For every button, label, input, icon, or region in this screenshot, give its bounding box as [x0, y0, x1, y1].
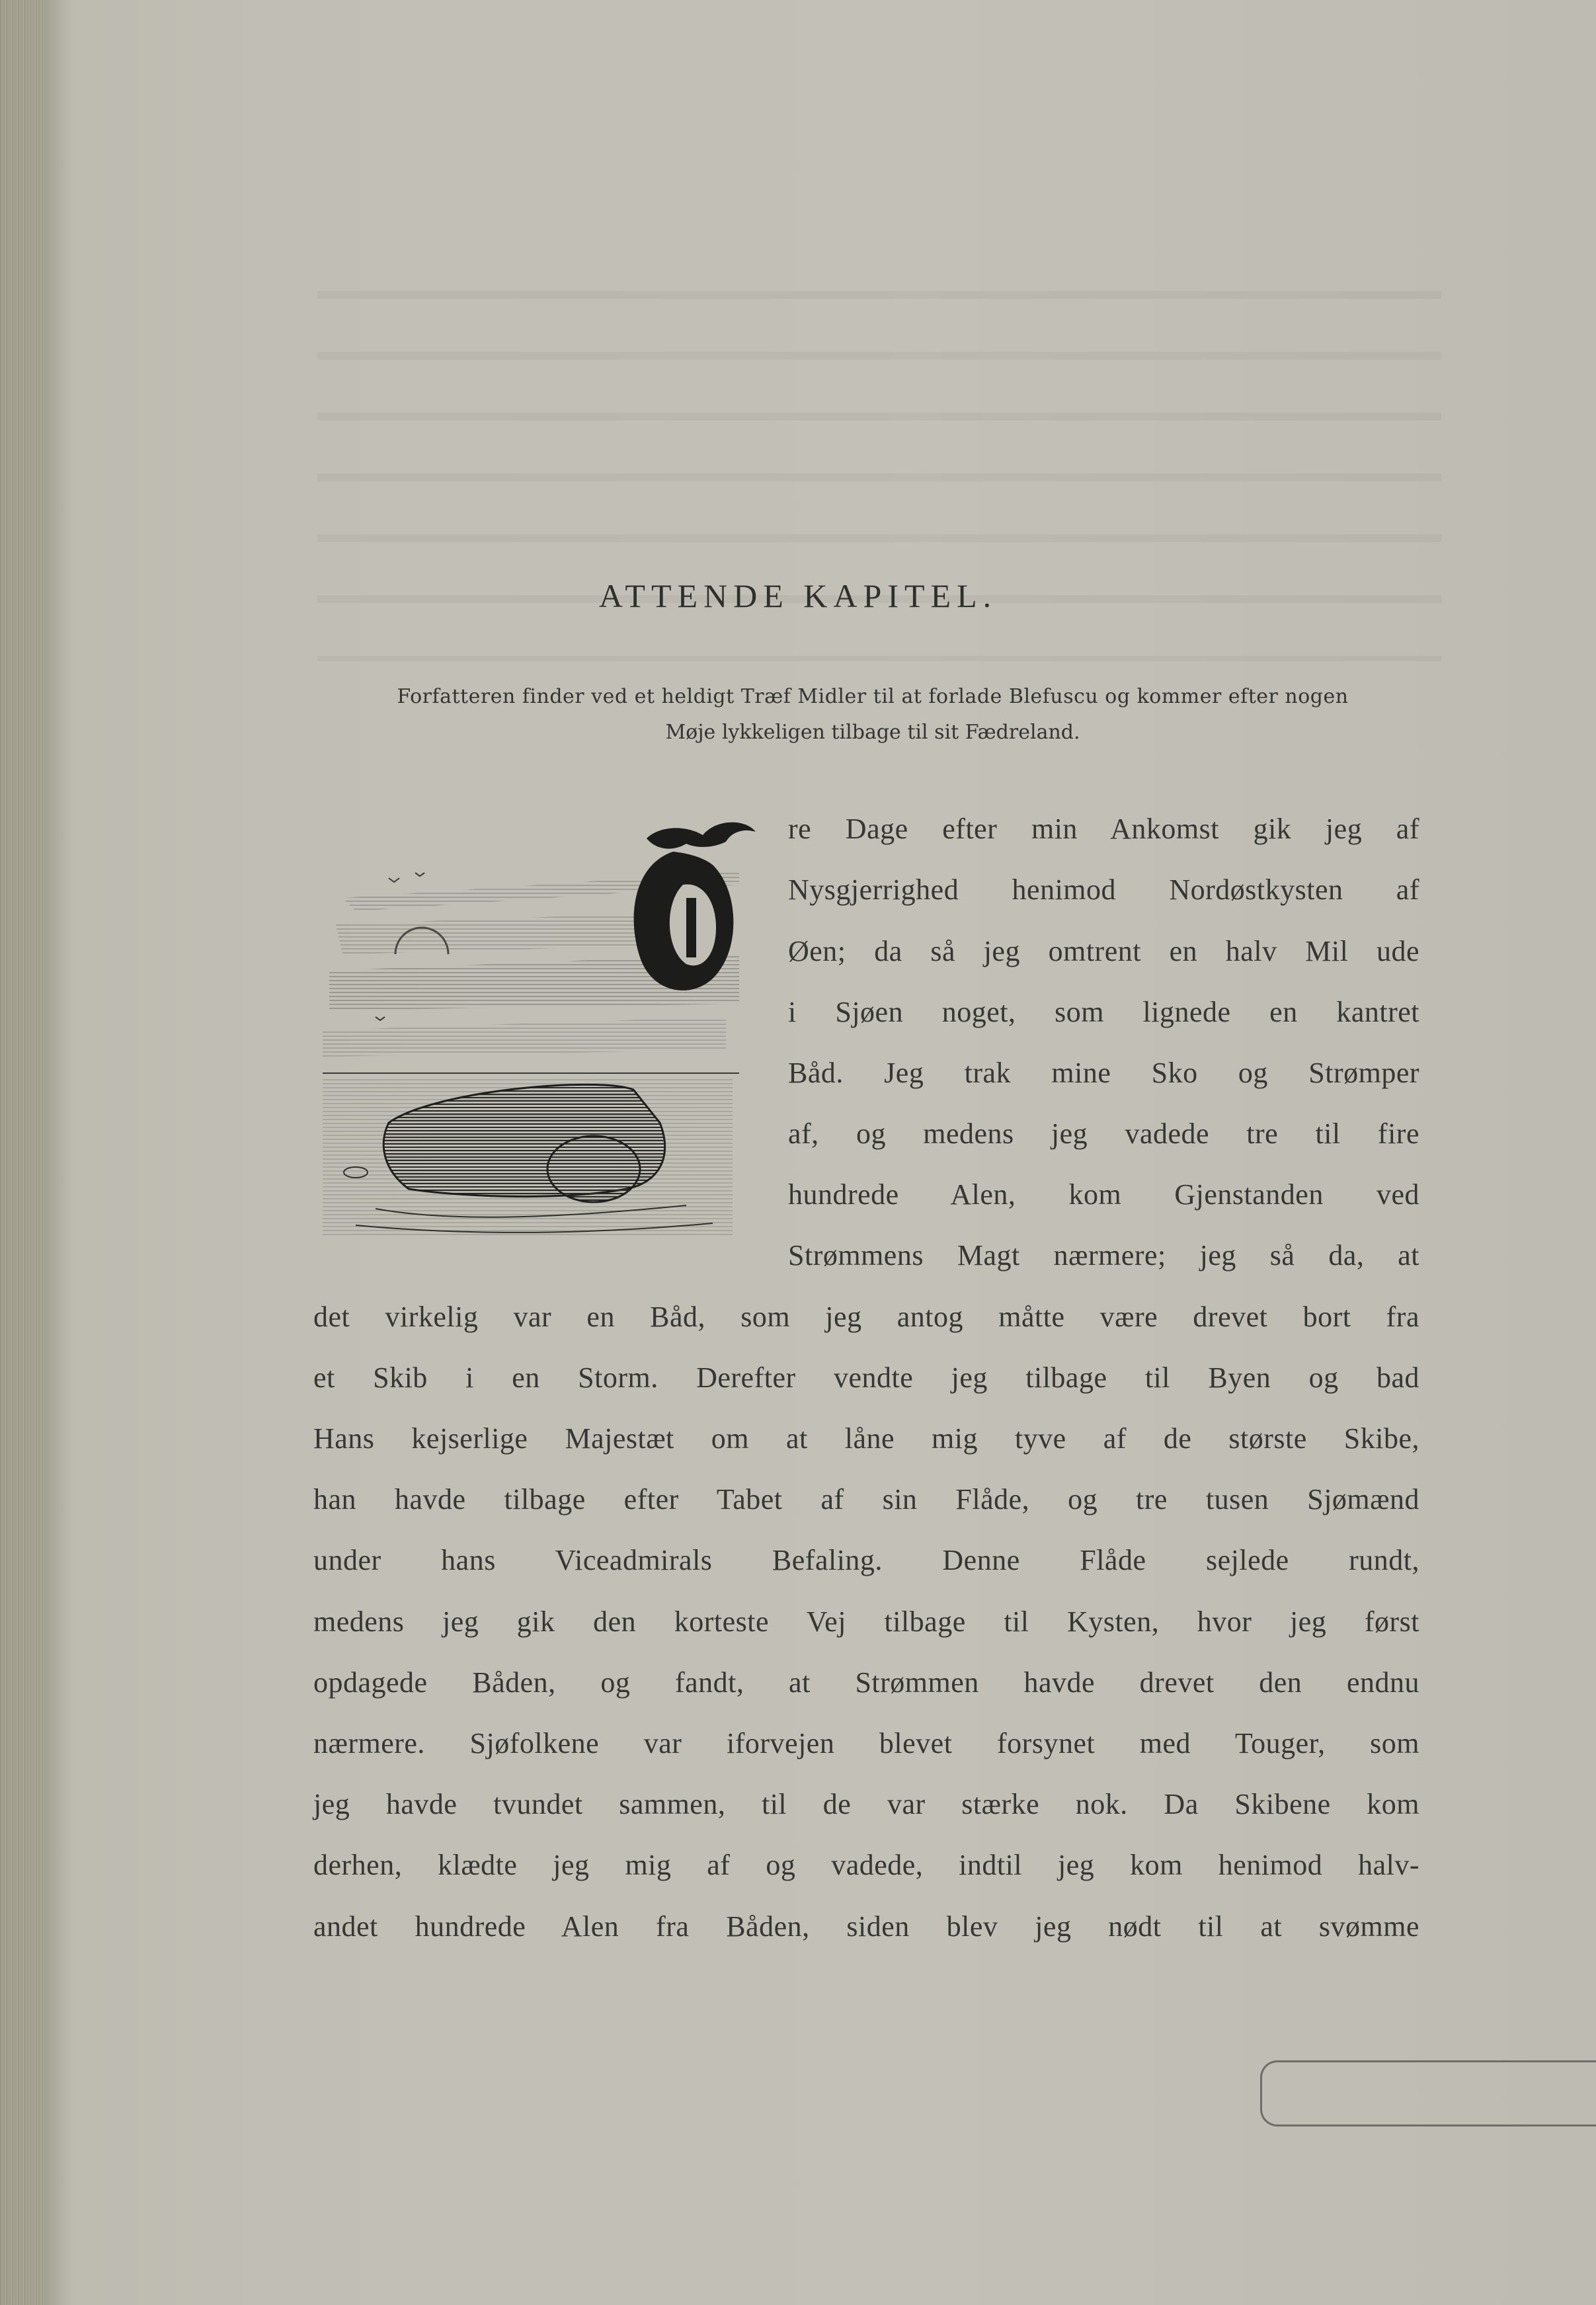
boat-at-sea-vignette-icon: [316, 812, 766, 1254]
page-binding-edge: [0, 0, 46, 2305]
body-line-2: Nysgjerrighed henimod Nordøstkysten af: [788, 873, 1419, 906]
body-line-16: nærmere. Sjøfolkene var iforvejen blevet forsynet med Touger, som: [313, 1727, 1419, 1759]
body-line-15: opdagede Båden, og fandt, at Strømmen havde drevet den endnu: [313, 1666, 1419, 1699]
body-line-18: derhen, klædte jeg mig af og vadede, indtil jeg kom henimod halv-: [313, 1849, 1419, 1881]
body-line-7: hundrede Alen, kom Gjenstanden ved: [788, 1178, 1419, 1211]
body-line-11: Hans kejserlige Majestæt om at låne mig tyve af de største Skibe,: [313, 1422, 1419, 1455]
body-line-1: re Dage efter min Ankomst gik jeg af: [788, 813, 1419, 845]
body-line-12: han havde tilbage efter Tabet af sin Flåde, og tre tusen Sjømænd: [313, 1483, 1419, 1516]
body-line-9: det virkelig var en Båd, som jeg antog måtte være drevet bort fra: [313, 1301, 1419, 1333]
body-line-13: under hans Viceadmirals Befaling. Denne Flåde sejlede rundt,: [313, 1544, 1419, 1576]
chapter-title: ATTENDE KAPITEL.: [598, 577, 998, 614]
body-line-17: jeg havde tvundet sammen, til de var stærke nok. Da Skibene kom: [313, 1788, 1419, 1820]
page-corner-tab: [1260, 2060, 1596, 2126]
binding-shadow: [46, 0, 73, 2305]
chapter-summary-line-2: Møje lykkeligen tilbage til sit Fædreland.: [665, 721, 1080, 744]
body-line-19: andet hundrede Alen fra Båden, siden blev jeg nødt til at svømme: [313, 1910, 1419, 1943]
chapter-summary-line-1: Forfatteren finder ved et heldigt Træf Midler til at forlade Blefuscu og kommer efter nogen: [397, 685, 1349, 708]
body-line-14: medens jeg gik den korteste Vej tilbage til Kysten, hvor jeg først: [313, 1605, 1419, 1638]
body-line-3: Øen; da så jeg omtrent en halv Mil ude: [788, 935, 1419, 967]
body-line-5: Båd. Jeg trak mine Sko og Strømper: [788, 1057, 1419, 1089]
body-line-6: af, og medens jeg vadede tre til fire: [788, 1117, 1419, 1150]
body-line-8: Strømmens Magt nærmere; jeg så da, at: [788, 1239, 1419, 1272]
body-line-10: et Skib i en Storm. Derefter vendte jeg tilbage til Byen og bad: [313, 1361, 1419, 1394]
body-line-4: i Sjøen noget, som lignede en kantret: [788, 996, 1419, 1028]
